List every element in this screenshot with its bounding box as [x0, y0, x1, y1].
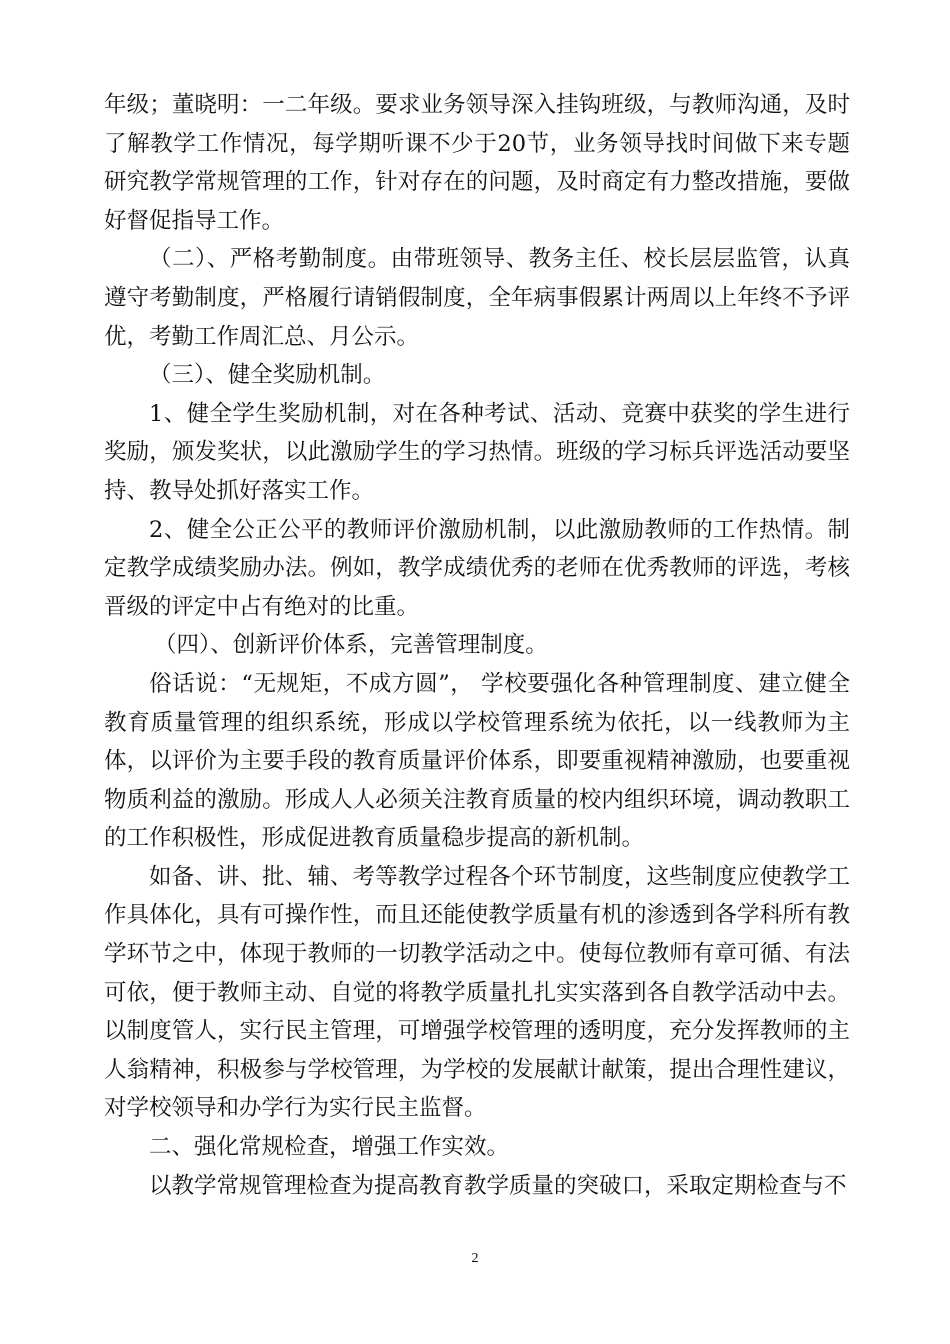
paragraph-inspection-breakthrough: 以教学常规管理检查为提高教育教学质量的突破口，采取定期检查与不 — [149, 1172, 847, 1199]
paragraph-attendance-system: （二）、严格考勤制度。由带班领导、教务主任、校长层层监管，认真遵守考勤制度，严格履行请销假制度，全年病事假累计两周以上年终不予评优，考勤工作周汇总、月公示。 — [104, 246, 850, 350]
heading-routine-inspection: 二、强化常规检查，增强工作实效。 — [149, 1134, 510, 1161]
paragraph-student-rewards: 1、健全学生奖励机制，对在各种考试、活动、竞赛中获奖的学生进行奖励，颁发奖状，以此激励学生的学习热情。班级的学习标兵评选活动要坚持、教导处抓好落实工作。 — [104, 400, 850, 504]
heading-evaluation-system: （四）、创新评价体系，完善管理制度。 — [154, 632, 548, 659]
paragraph-teacher-rewards: 2、健全公正公平的教师评价激励机制，以此激励教师的工作热情。制定教学成绩奖励办法。例如，教学成绩优秀的老师在优秀教师的评选，考核晋级的评定中占有绝对的比重。 — [104, 516, 850, 620]
paragraph-grade-assignment: 年级；董晓明：一二年级。要求业务领导深入挂钩班级，与教师沟通，及时了解教学工作情况，每学期听课不少于20节，业务领导找时间做下来专题研究教学常规管理的工作，针对存在的问题，及时商定有力整改措施，要做好督促指导工作。 — [104, 92, 850, 234]
paragraph-management-rules: 俗话说：“无规矩，不成方圆”， 学校要强化各种管理制度、建立健全教育质量管理的组织系统，形成以学校管理系统为依托，以一线教师为主体，以评价为主要手段的教育质量评价体系，即要重视精神激励，也要重视物质利益的激励。形成人人必须关注教育质量的校内组织环境，调动教职工的工作积极性，形成促进教育质量稳步提高的新机制。 — [104, 670, 850, 852]
paragraph-teaching-process: 如备、讲、批、辅、考等教学过程各个环节制度，这些制度应使教学工作具体化，具有可操作性，而且还能使教学质量有机的渗透到各学科所有教学环节之中，体现于教师的一切教学活动之中。使每位教师有章可循、有法可依，便于教师主动、自觉的将教学质量扎扎实实落到各自教学活动中去。以制度管人，实行民主管理，可增强学校管理的透明度，充分发挥教师的主人翁精神，积极参与学校管理，为学校的发展献计献策，提出合理性建议，对学校领导和办学行为实行民主监督。 — [104, 863, 850, 1122]
heading-reward-mechanism: （三）、健全奖励机制。 — [149, 362, 386, 389]
document-page — [104, 86, 850, 1205]
page-number: 2 — [471, 1251, 479, 1266]
